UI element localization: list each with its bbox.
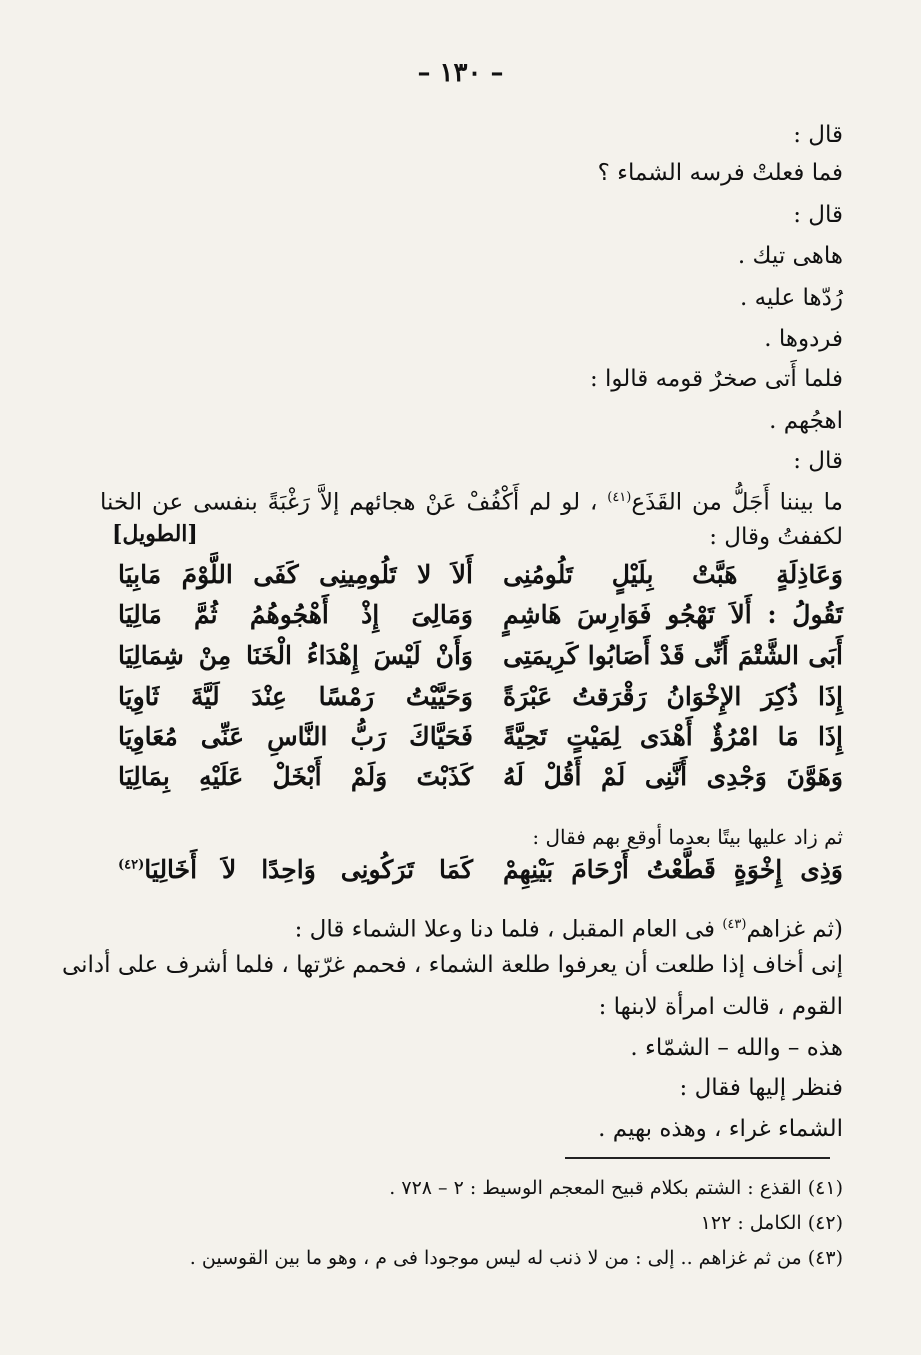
text-line: هذه – والله – الشمّاء .: [630, 1035, 843, 1061]
page-number: – ١٣٠ –: [417, 58, 504, 88]
meter-label: [الطويل]: [112, 521, 198, 547]
verse-hemistich-first: وَعَاذِلَةٍ هَبَّتْ بِلَيْلٍ تَلُومُنِى: [503, 560, 843, 589]
text-line: [295, 910, 843, 945]
verse-hemistich-second: [118, 855, 473, 884]
text-line: فما فعلتْ فرسه الشماء ؟: [597, 160, 843, 186]
verse-hemistich-first: وَهَوَّنَ وَجْدِى أَنَّنِى لَمْ أَقُلْ لَهُ: [503, 762, 843, 791]
text-line: الشماء غراء ، وهذه بهيم .: [598, 1116, 843, 1142]
text-line-justified: إنى أخاف إذا طلعت أن يعرفوا طلعة الشماء ، فحمم غرّتها ، فلما أشرف على أدانى: [61, 952, 843, 978]
text-line: قال :: [793, 122, 843, 148]
text-line: فلما أَتى صخرٌ قومه قالوا :: [589, 366, 843, 392]
footnote: (٤٣) من ثم غزاهم .. إلى : من لا ذنب له ليس موجودا فى م ، وهو ما بين القوسين .: [189, 1247, 843, 1269]
text-line: فنظر إليها فقال :: [679, 1075, 843, 1101]
verse-hemistich-first: إِذَا مَا امْرُؤٌ أَهْدَى لِمَيْتٍ تَحِيَّةً: [503, 722, 843, 751]
verse-hemistich-first: أَبَى الشَّتْمَ أَنِّى قَدْ أَصَابُوا كَرِيمَتِى: [503, 641, 843, 670]
text-run: (ثم غزاهم: [746, 916, 843, 943]
text-line: هاهى تيك .: [737, 243, 843, 269]
verse-hemistich-second: كَذَبْتَ وَلَمْ أَبْخَلْ عَلَيْهِ بِمَالِيَا: [118, 762, 473, 791]
text-line: قال :: [793, 202, 843, 228]
verse-row: [118, 600, 843, 640]
verse-hemistich-first: تَقُولُ : أَلاَ تَهْجُو فَوَارِسَ هَاشِمٍ: [503, 600, 843, 629]
text-run: فى العام المقبل ، فلما دنا وعلا الشماء قال :: [294, 916, 723, 943]
verse-row: [118, 682, 843, 722]
verse-row: [118, 641, 843, 681]
text-line: القوم ، قالت امرأة لابنها :: [598, 994, 843, 1020]
verse-row: [118, 560, 843, 600]
text-line: فردوها .: [764, 326, 843, 352]
text-line: اهجُهم .: [769, 408, 843, 434]
verse-hemistich-second: وَأَنْ لَيْسَ إِهْدَاءُ الْخَنَا مِنْ شِمَالِيَا: [118, 641, 473, 670]
verse-hemistich-first: وَذِى إِخْوَةٍ قَطَّعْتُ أَرْحَامَ بَيْنِهِمْ: [503, 855, 843, 884]
footnote: (٤٢) الكامل : ١٢٢: [700, 1212, 843, 1234]
verse-hemistich-second: فَحَيَّاكَ رَبُّ النَّاسِ عَنِّى مُعَاوِيَا: [118, 722, 473, 751]
text-run: ما بيننا أَجَلُّ من القَذَع: [631, 489, 843, 516]
verse-hemistich-second: أَلاَ لا تَلُومِينِى كَفَى اللَّوْمَ مَابِيَا: [118, 560, 473, 589]
footnote-ref: (٤٣): [722, 917, 747, 932]
footnote-ref: (٤١): [607, 490, 632, 505]
text-line: رُدّها عليه .: [739, 285, 843, 311]
footnote: (٤١) القذع : الشتم بكلام قبيح المعجم الوسيط : ٢ – ٧٢٨ .: [389, 1177, 843, 1199]
verse-hemistich-first: إِذَا ذُكِرَ الإِخْوَانُ رَقْرَقتُ عَبْرَةً: [503, 682, 843, 711]
verse-hemistich-second: وَحَيَّيْتُ رَمْسًا عِنْدَ لَيَّةَ ثَاوِيَا: [118, 682, 473, 711]
text-line-justified: [100, 483, 843, 518]
verse-row: [118, 855, 843, 895]
verse-text: كَمَا تَرَكُونِى وَاحِدًا لاَ أَخَالِيَا: [144, 855, 473, 884]
text-run: ، لو لم أَكْفُفْ عَنْ هجائهم إلاَّ رَغْبَةً بنفسى عن الخنا: [100, 489, 608, 516]
text-line: قال :: [793, 448, 843, 474]
text-line: لكففتُ وقال :: [709, 524, 843, 550]
footnote-divider: [565, 1157, 830, 1159]
verse-row: [118, 762, 843, 802]
verse-hemistich-second: وَمَالِىَ إِذْ أَهْجُوهُمُ ثُمَّ مَالِيَا: [118, 600, 473, 629]
verse-row: [118, 722, 843, 762]
text-line: ثم زاد عليها بيتًا بعدما أوقع بهم فقال :: [532, 825, 843, 849]
footnote-ref: (٤٢): [118, 857, 145, 873]
